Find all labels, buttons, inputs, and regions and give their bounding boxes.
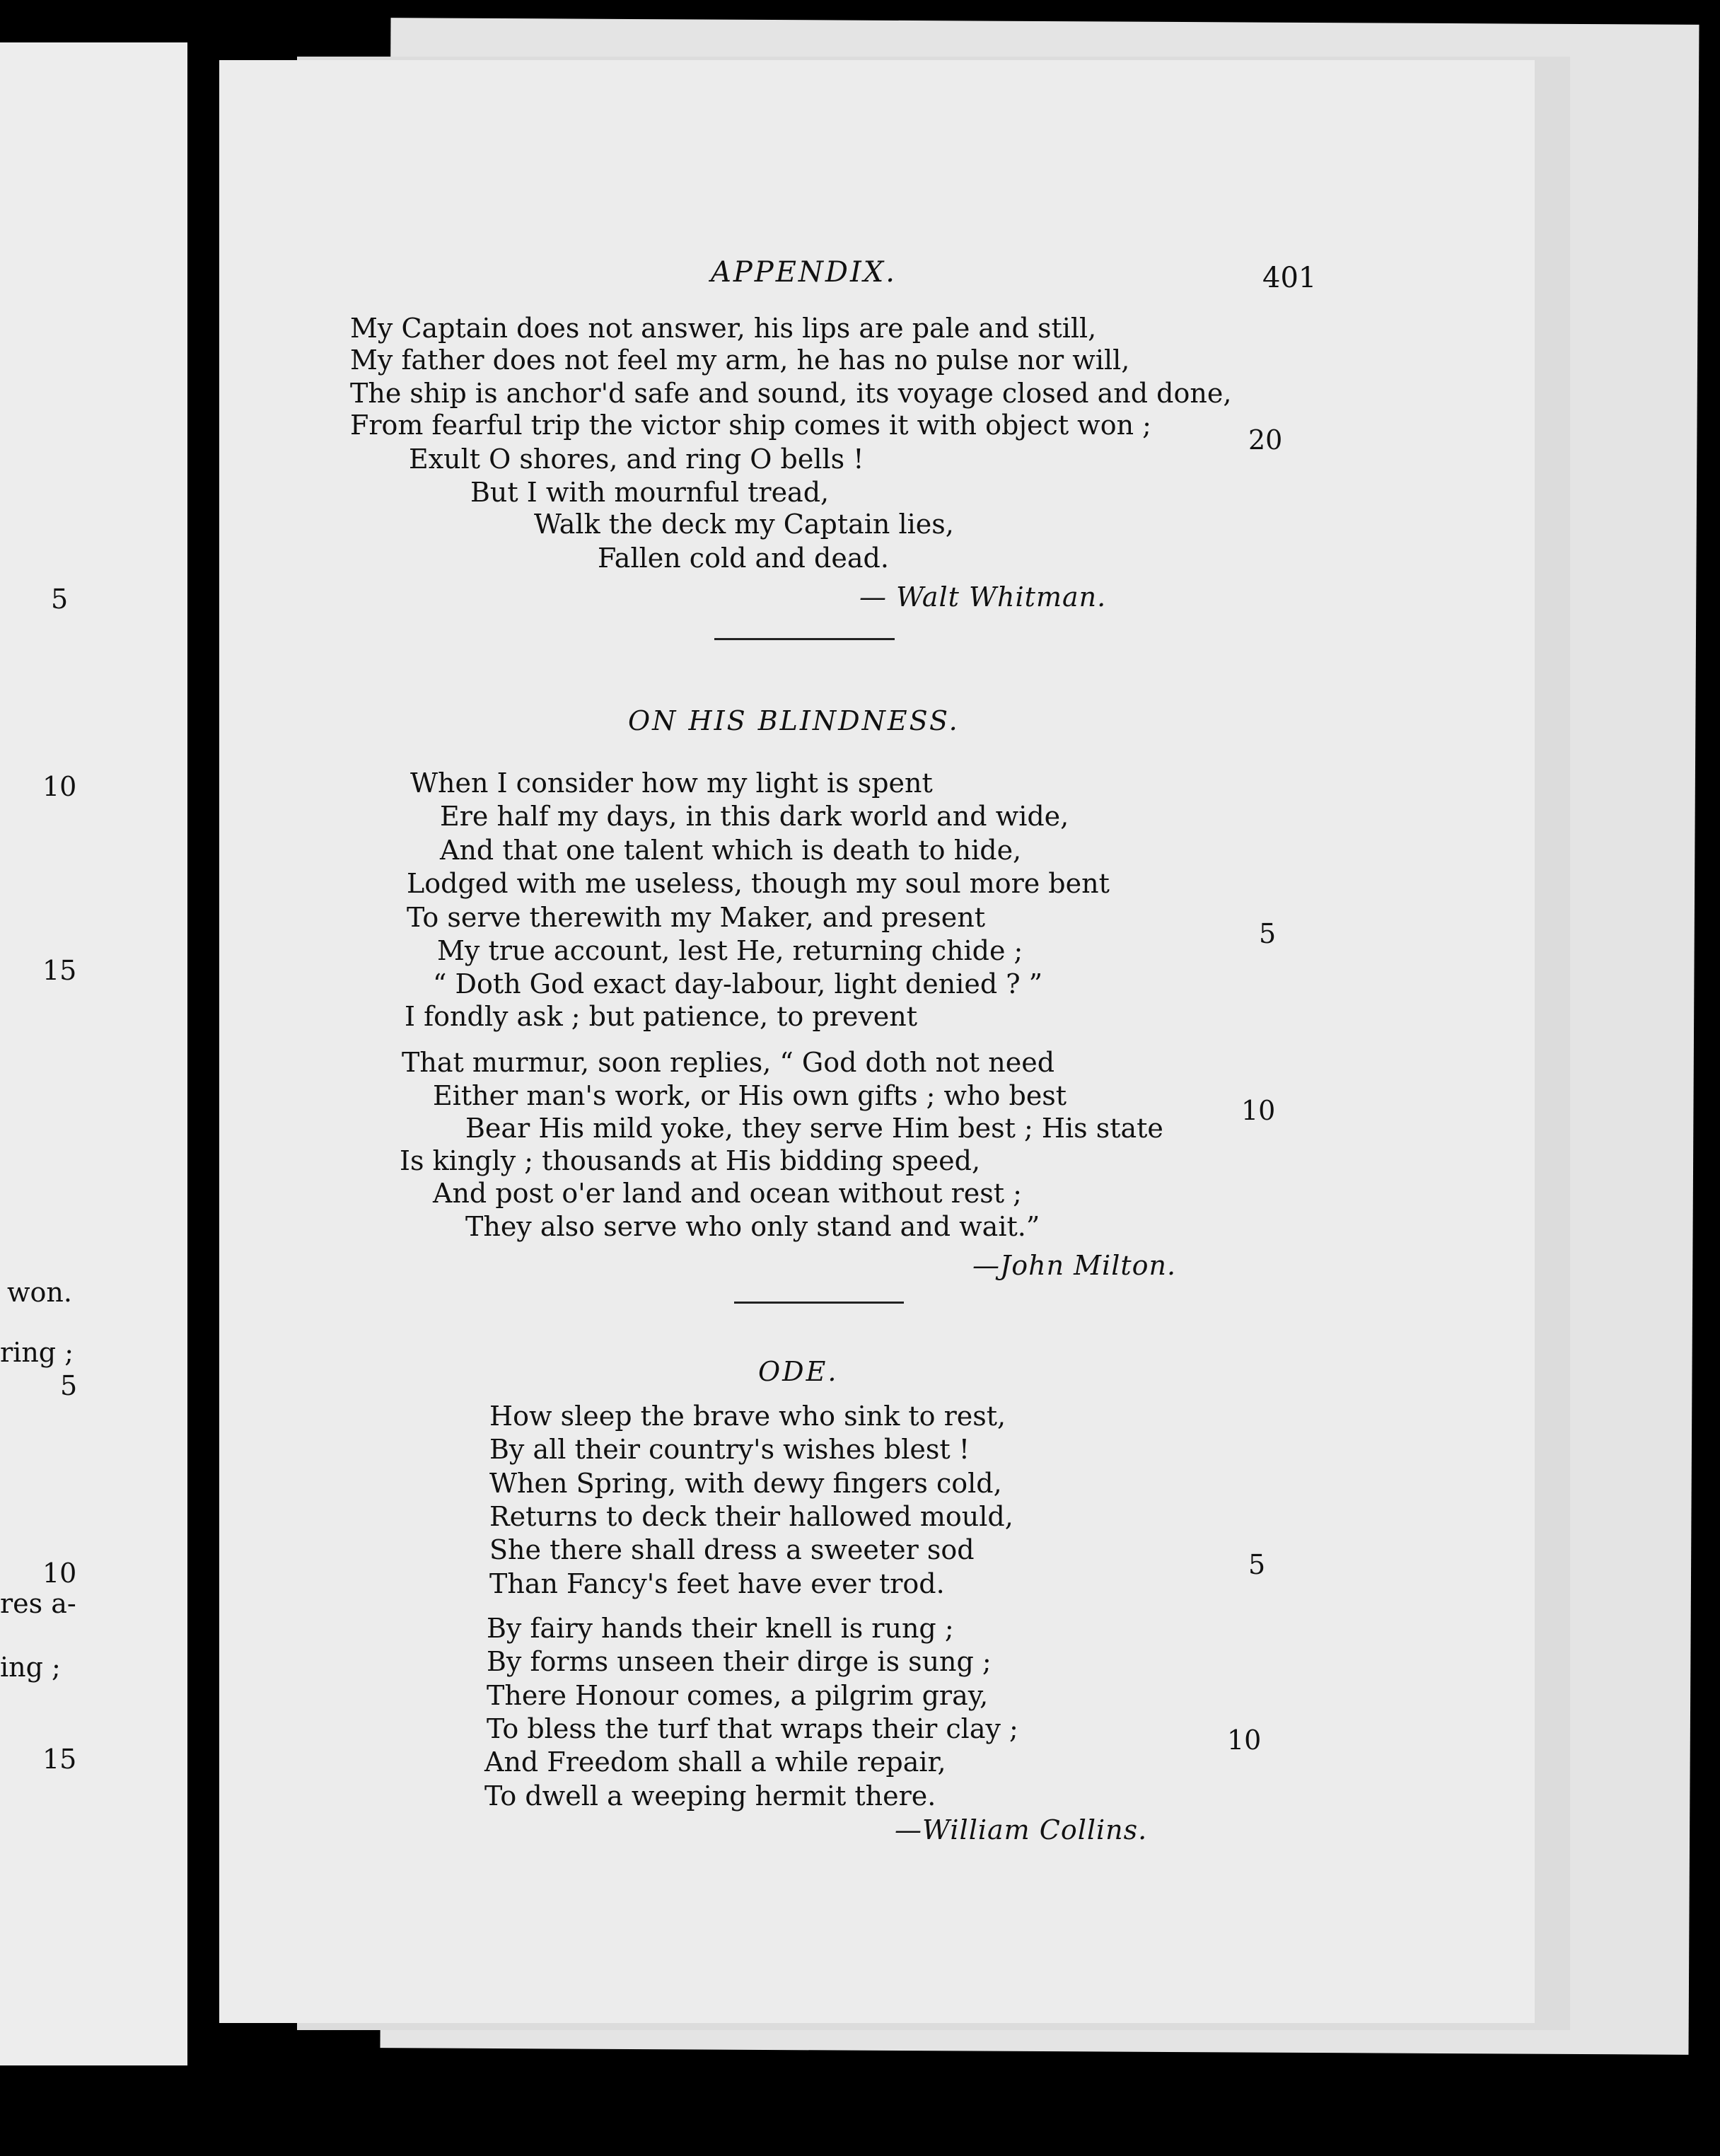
poem-line: When Spring, with dewy fingers cold, xyxy=(489,1468,1002,1499)
poem-line: Fallen cold and dead. xyxy=(598,543,889,574)
line-number: 5 xyxy=(1259,918,1277,949)
poem-line: Ere half my days, in this dark world and wide, xyxy=(440,801,1069,832)
poem-line: To bless the turf that wraps their clay ; xyxy=(487,1713,1018,1744)
poem-line: They also serve who only stand and wait.” xyxy=(465,1211,1040,1242)
poem-line: How sleep the brave who sink to rest, xyxy=(489,1401,1006,1432)
poem-line: And Freedom shall a while repair, xyxy=(484,1746,946,1778)
poem-line: The ship is anchor'd safe and sound, its voyage closed and done, xyxy=(350,378,1232,409)
poem-line: My Captain does not answer, his lips are pale and still, xyxy=(350,313,1097,344)
section-divider xyxy=(714,638,895,640)
poem-line: Than Fancy's feet have ever trod. xyxy=(489,1568,945,1599)
running-title: APPENDIX. xyxy=(711,256,897,289)
prev-line-fragment: won. xyxy=(7,1277,72,1308)
poem-line: By forms unseen their dirge is sung ; xyxy=(487,1646,992,1677)
poem-line: She there shall dress a sweeter sod xyxy=(489,1534,975,1565)
poem-line: When I consider how my light is spent xyxy=(410,767,933,799)
poem-line: To serve therewith my Maker, and present xyxy=(407,902,985,933)
poem-line: To dwell a weeping hermit there. xyxy=(484,1780,936,1812)
poem-author: —John Milton. xyxy=(972,1250,1177,1281)
line-number: 20 xyxy=(1248,424,1283,456)
poem-author: — Walt Whitman. xyxy=(859,581,1107,613)
prev-line-number: 10 xyxy=(42,771,77,802)
poem-line: Bear His mild yoke, they serve Him best ; His state xyxy=(465,1113,1163,1144)
prev-line-number: 5 xyxy=(51,584,69,615)
prev-line-number: 15 xyxy=(42,955,77,986)
prev-line-fragment: ing ; xyxy=(0,1652,61,1683)
poem-line: And that one talent which is death to hide, xyxy=(440,835,1022,866)
poem-line: From fearful trip the victor ship comes it with object won ; xyxy=(350,410,1151,441)
poem-title: ON HIS BLINDNESS. xyxy=(628,705,960,736)
poem-line: My father does not feel my arm, he has no pulse nor will, xyxy=(350,344,1130,376)
poem-line: By fairy hands their knell is rung ; xyxy=(487,1613,954,1644)
poem-line: There Honour comes, a pilgrim gray, xyxy=(487,1680,989,1711)
poem-line: Returns to deck their hallowed mould, xyxy=(489,1501,1013,1532)
poem-line: And post o'er land and ocean without rest ; xyxy=(433,1178,1022,1209)
poem-line: But I with mournful tread, xyxy=(470,477,830,508)
poem-line: Lodged with me useless, though my soul more bent xyxy=(407,868,1110,899)
previous-page xyxy=(0,42,187,2065)
line-number: 5 xyxy=(1248,1549,1266,1580)
prev-line-number: 10 xyxy=(42,1558,77,1589)
prev-line-number: 5 xyxy=(60,1370,78,1401)
section-divider xyxy=(734,1302,904,1304)
poem-author: —William Collins. xyxy=(895,1814,1148,1845)
poem-line: “ Doth God exact day-labour, light denied ? ” xyxy=(433,968,1043,999)
prev-line-fragment: res a- xyxy=(0,1588,76,1619)
poem-line: Walk the deck my Captain lies, xyxy=(534,509,954,540)
poem-line: Exult O shores, and ring O bells ! xyxy=(409,444,864,475)
poem-line: Is kingly ; thousands at His bidding speed, xyxy=(400,1145,981,1176)
prev-line-fragment: ring ; xyxy=(0,1337,74,1368)
line-number: 10 xyxy=(1227,1725,1262,1756)
poem-line: Either man's work, or His own gifts ; who best xyxy=(433,1080,1067,1111)
poem-line: My true account, lest He, returning chide ; xyxy=(437,935,1023,966)
prev-line-number: 15 xyxy=(42,1744,77,1775)
page-number: 401 xyxy=(1262,262,1317,294)
poem-line: By all their country's wishes blest ! xyxy=(489,1434,970,1465)
line-number: 10 xyxy=(1241,1095,1276,1126)
poem-line: That murmur, soon replies, “ God doth not need xyxy=(402,1047,1055,1078)
poem-title: ODE. xyxy=(758,1356,839,1387)
poem-line: I fondly ask ; but patience, to prevent xyxy=(405,1001,918,1032)
